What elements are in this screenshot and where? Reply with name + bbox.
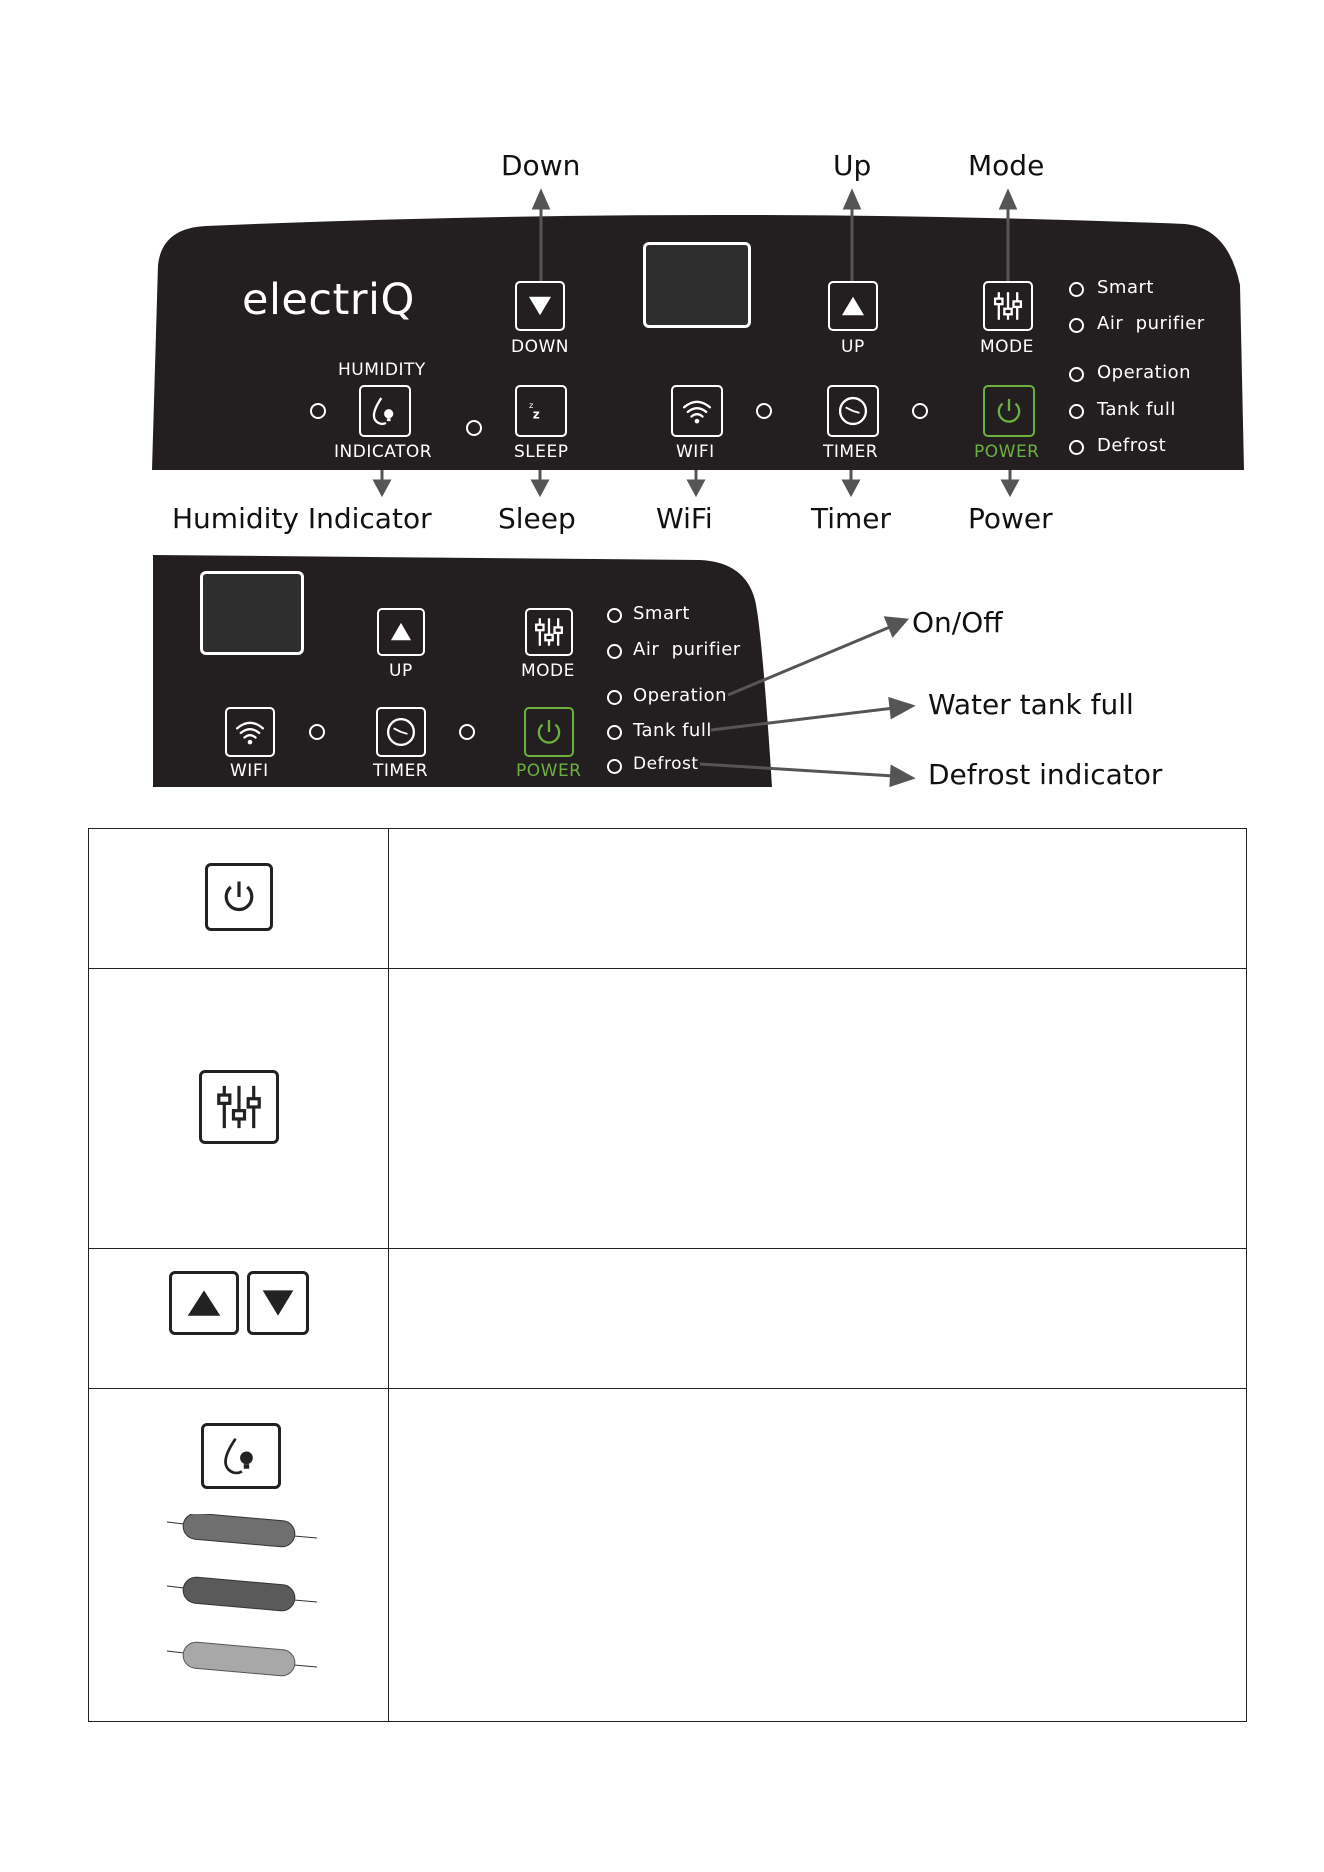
table-row <box>89 829 1247 969</box>
up-triangle-icon <box>379 610 423 654</box>
sleep-led <box>466 420 482 436</box>
callout-humidity-indicator: Humidity Indicator <box>172 502 432 535</box>
callout-sleep: Sleep <box>498 502 576 535</box>
sleep-button[interactable] <box>515 385 567 437</box>
table-row <box>89 969 1247 1249</box>
up-label: UP <box>841 337 865 357</box>
operation-label: Operation <box>1097 362 1192 383</box>
humidity-level-bar <box>182 1514 296 1548</box>
svg-text:z: z <box>532 407 540 422</box>
wifi-icon <box>227 709 273 755</box>
table-row <box>89 1249 1247 1389</box>
description-cell <box>389 1249 1247 1389</box>
svg-text:z: z <box>529 400 534 411</box>
smart-led <box>1069 282 1084 297</box>
closeup-wifi-led <box>309 724 325 740</box>
mode-sliders-icon <box>527 610 571 654</box>
closeup-wifi-label: WIFI <box>230 761 269 781</box>
down-triangle-icon <box>517 283 563 329</box>
closeup-smart-led <box>607 608 622 623</box>
tank-full-label: Tank full <box>1097 399 1176 420</box>
wifi-led <box>756 403 772 419</box>
description-cell <box>389 1389 1247 1722</box>
closeup-tank-full-label: Tank full <box>633 720 712 741</box>
humidity-indicator-icon <box>201 1423 281 1489</box>
callout-up: Up <box>833 149 872 182</box>
closeup-defrost-label: Defrost <box>633 754 699 774</box>
mode-sliders-icon <box>985 283 1031 329</box>
closeup-defrost-led <box>607 759 622 774</box>
display-screen <box>643 242 751 328</box>
callout-on-off: On/Off <box>912 606 1003 639</box>
description-cell <box>389 969 1247 1249</box>
power-icon <box>205 863 273 931</box>
button-legend-table <box>88 828 1247 1722</box>
wifi-icon <box>673 387 721 435</box>
operation-led <box>1069 367 1084 382</box>
icon-cell <box>89 1389 389 1722</box>
icon-cell <box>89 1249 389 1389</box>
closeup-wifi-button[interactable] <box>225 707 275 757</box>
icon-cell <box>89 969 389 1249</box>
clock-icon <box>829 387 877 435</box>
power-icon <box>985 387 1033 435</box>
closeup-timer-led <box>459 724 475 740</box>
icon-cell <box>89 829 389 969</box>
up-arrow-icon <box>169 1271 239 1335</box>
power-button[interactable] <box>983 385 1035 437</box>
closeup-operation-led <box>607 690 622 705</box>
callout-water-tank-full: Water tank full <box>928 688 1134 721</box>
humidity-indicator-button[interactable] <box>359 385 411 437</box>
mode-button[interactable] <box>983 281 1033 331</box>
callout-defrost-indicator: Defrost indicator <box>928 758 1163 791</box>
closeup-smart-label: Smart <box>633 603 690 624</box>
wifi-button[interactable] <box>671 385 723 437</box>
timer-button[interactable] <box>827 385 879 437</box>
humidity-bottom-label: INDICATOR <box>334 442 433 462</box>
humidity-top-label: HUMIDITY <box>338 360 426 380</box>
air-purifier-label: Air purifier <box>1097 313 1205 334</box>
brand-logo: electriQ <box>242 275 415 325</box>
closeup-display-screen <box>200 571 304 655</box>
closeup-mode-button[interactable] <box>525 608 573 656</box>
mode-label: MODE <box>980 337 1034 357</box>
power-icon <box>526 709 572 755</box>
humidity-level-bar <box>182 1641 296 1677</box>
up-button[interactable] <box>828 281 878 331</box>
closeup-timer-label: TIMER <box>373 761 429 781</box>
sleep-moon-icon <box>517 387 565 435</box>
humidity-level-bars <box>159 1514 329 1694</box>
closeup-air-purifier-led <box>607 644 622 659</box>
defrost-led <box>1069 440 1084 455</box>
tank-full-led <box>1069 404 1084 419</box>
clock-icon <box>378 709 424 755</box>
closeup-up-label: UP <box>389 661 413 681</box>
humidity-level-bar <box>182 1576 296 1612</box>
timer-label: TIMER <box>823 442 879 462</box>
timer-led <box>912 403 928 419</box>
table-row <box>89 1389 1247 1722</box>
humidity-led <box>310 403 326 419</box>
control-panel-diagram <box>0 0 1324 560</box>
smart-label: Smart <box>1097 277 1154 298</box>
power-label: POWER <box>974 442 1040 462</box>
callout-down: Down <box>501 149 581 182</box>
closeup-operation-label: Operation <box>633 685 728 706</box>
down-button[interactable] <box>515 281 565 331</box>
sleep-label: SLEEP <box>514 442 569 462</box>
closeup-power-button[interactable] <box>524 707 574 757</box>
up-triangle-icon <box>830 283 876 329</box>
closeup-air-purifier-label: Air purifier <box>633 639 741 660</box>
callout-wifi: WiFi <box>656 502 713 535</box>
closeup-mode-label: MODE <box>521 661 575 681</box>
air-purifier-led <box>1069 318 1084 333</box>
down-arrow-icon <box>247 1271 309 1335</box>
closeup-timer-button[interactable] <box>376 707 426 757</box>
closeup-up-button[interactable] <box>377 608 425 656</box>
up-down-arrows-icon <box>169 1271 309 1339</box>
callout-timer: Timer <box>811 502 892 535</box>
mode-sliders-icon <box>199 1070 279 1144</box>
closeup-tank-full-led <box>607 725 622 740</box>
wifi-label: WIFI <box>676 442 715 462</box>
closeup-power-label: POWER <box>516 761 582 781</box>
description-cell <box>389 829 1247 969</box>
humidity-drop-icon <box>361 387 409 435</box>
defrost-label: Defrost <box>1097 435 1167 456</box>
indicator-panel-closeup <box>0 550 1324 800</box>
callout-mode: Mode <box>968 149 1045 182</box>
down-label: DOWN <box>511 337 569 357</box>
callout-power: Power <box>968 502 1053 535</box>
